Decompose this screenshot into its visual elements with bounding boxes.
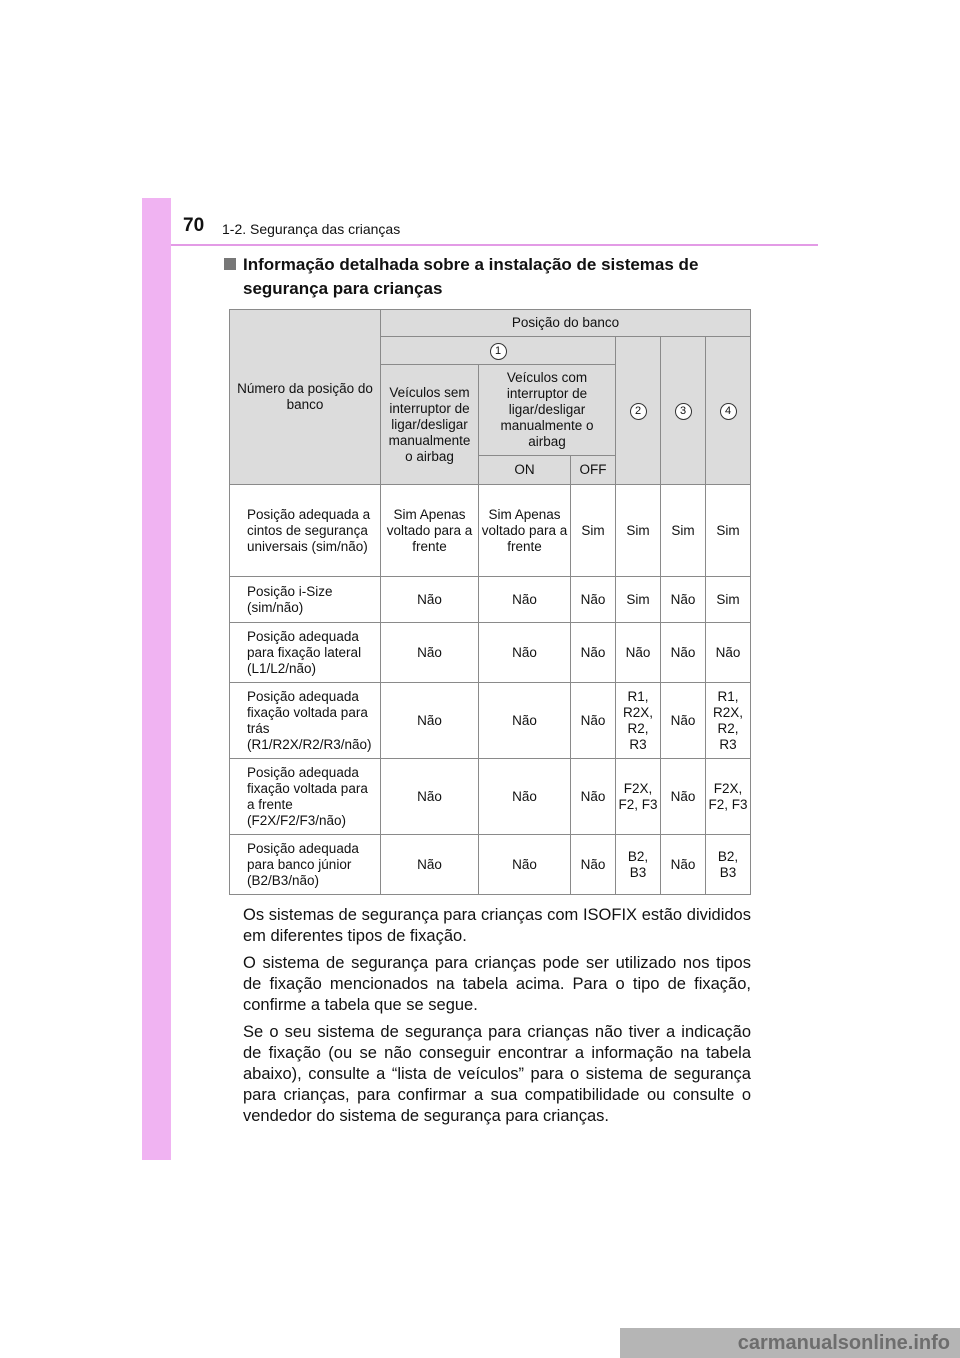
table-row bbox=[230, 623, 751, 683]
table-cell: B2, B3 bbox=[706, 835, 751, 895]
corner-header: Número da posição do banco bbox=[230, 310, 381, 485]
table-cell: Não bbox=[571, 577, 616, 623]
seat-position-header: Posição do banco bbox=[381, 310, 751, 337]
table-row bbox=[230, 683, 751, 759]
section-title: 1-2. Segurança das crianças bbox=[222, 221, 401, 237]
table-cell: Sim Apenas voltado para a frente bbox=[381, 485, 479, 577]
table-cell: Não bbox=[571, 683, 616, 759]
number-2-icon: 2 bbox=[630, 403, 647, 420]
row-label: Posição adequada para banco júnior (B2/B3/não) bbox=[230, 835, 381, 895]
table-cell: Não bbox=[616, 623, 661, 683]
body-text bbox=[243, 905, 751, 1133]
table-row bbox=[230, 577, 751, 623]
table-cell: F2X, F2, F3 bbox=[616, 759, 661, 835]
table-cell: Sim bbox=[706, 485, 751, 577]
number-3-icon: 3 bbox=[675, 403, 692, 420]
watermark-banner bbox=[620, 1328, 960, 1358]
table-cell: Não bbox=[479, 577, 571, 623]
table-cell: Não bbox=[479, 623, 571, 683]
table-cell: Não bbox=[479, 835, 571, 895]
table-cell: Não bbox=[661, 759, 706, 835]
table-cell: R1, R2X, R2, R3 bbox=[706, 683, 751, 759]
row-label: Posição adequada fixação voltada para a frente (F2X/F2/F3/não) bbox=[230, 759, 381, 835]
table-cell: Sim bbox=[706, 577, 751, 623]
isofix-seat-table bbox=[229, 309, 751, 895]
table-cell: F2X, F2, F3 bbox=[706, 759, 751, 835]
table-cell: Não bbox=[381, 577, 479, 623]
table-cell: Sim bbox=[571, 485, 616, 577]
row-label: Posição adequada para fixação lateral (L1/L2/não) bbox=[230, 623, 381, 683]
table-cell: Sim Apenas voltado para a frente bbox=[479, 485, 571, 577]
table-cell: Sim bbox=[661, 485, 706, 577]
column-3-header bbox=[661, 337, 706, 485]
table-cell: Não bbox=[479, 759, 571, 835]
off-header: OFF bbox=[571, 456, 616, 485]
table-cell: Não bbox=[661, 683, 706, 759]
number-1-icon: 1 bbox=[490, 343, 507, 360]
row-label: Posição i-Size (sim/não) bbox=[230, 577, 381, 623]
table-row bbox=[230, 485, 751, 577]
square-bullet-icon bbox=[224, 258, 236, 270]
row-label: Posição adequada fixação voltada para trás (R1/R2X/R2/R3/não) bbox=[230, 683, 381, 759]
paragraph: Se o seu sistema de segurança para crianças não tiver a indicação de fixação (ou se não conseguir encontrar a informação na tabela abaixo), consulte a “lista de veículos” para o sistema de segurança para crianças, para confirmar a sua compatibilidade ou consulte o vendedor do sistema de segurança para crianças. bbox=[243, 1023, 751, 1125]
paragraph: O sistema de segurança para crianças pode ser utilizado nos tipos de fixação mencionados na tabela acima. Para o tipo de fixação, confirme a tabela que se segue. bbox=[243, 954, 751, 1014]
row-label: Posição adequada a cintos de segurança universais (sim/não) bbox=[230, 485, 381, 577]
watermark-text: carmanualsonline.info bbox=[737, 1332, 950, 1354]
table-cell: R1, R2X, R2, R3 bbox=[616, 683, 661, 759]
table-row bbox=[230, 759, 751, 835]
table-cell: Não bbox=[571, 759, 616, 835]
page-number: 70 bbox=[183, 215, 205, 236]
with-switch-header: Veículos com interruptor de ligar/desligar manualmente o airbag bbox=[479, 365, 616, 456]
column-1-header bbox=[381, 337, 616, 365]
header-divider bbox=[171, 244, 818, 246]
section-heading bbox=[224, 253, 752, 301]
table-cell: Não bbox=[381, 759, 479, 835]
column-2-header bbox=[616, 337, 661, 485]
table-cell: Não bbox=[661, 835, 706, 895]
table-cell: Não bbox=[706, 623, 751, 683]
table-cell: Não bbox=[381, 683, 479, 759]
chapter-side-tab bbox=[142, 198, 171, 1160]
on-header: ON bbox=[479, 456, 571, 485]
heading-text: Informação detalhada sobre a instalação de sistemas de segurança para crianças bbox=[243, 255, 699, 298]
table-cell: B2, B3 bbox=[616, 835, 661, 895]
table-cell: Não bbox=[571, 835, 616, 895]
no-switch-header: Veículos sem interruptor de ligar/desligar manualmente o airbag bbox=[381, 365, 479, 485]
number-4-icon: 4 bbox=[720, 403, 737, 420]
table-cell: Não bbox=[661, 577, 706, 623]
table-cell: Sim bbox=[616, 485, 661, 577]
column-4-header bbox=[706, 337, 751, 485]
table-cell: Não bbox=[479, 683, 571, 759]
table-cell: Não bbox=[571, 623, 616, 683]
table-cell: Não bbox=[381, 623, 479, 683]
table-cell: Não bbox=[661, 623, 706, 683]
paragraph: Os sistemas de segurança para crianças com ISOFIX estão divididos em diferentes tipos de fixação. bbox=[243, 906, 751, 945]
table-row bbox=[230, 835, 751, 895]
table-cell: Não bbox=[381, 835, 479, 895]
table-cell: Sim bbox=[616, 577, 661, 623]
